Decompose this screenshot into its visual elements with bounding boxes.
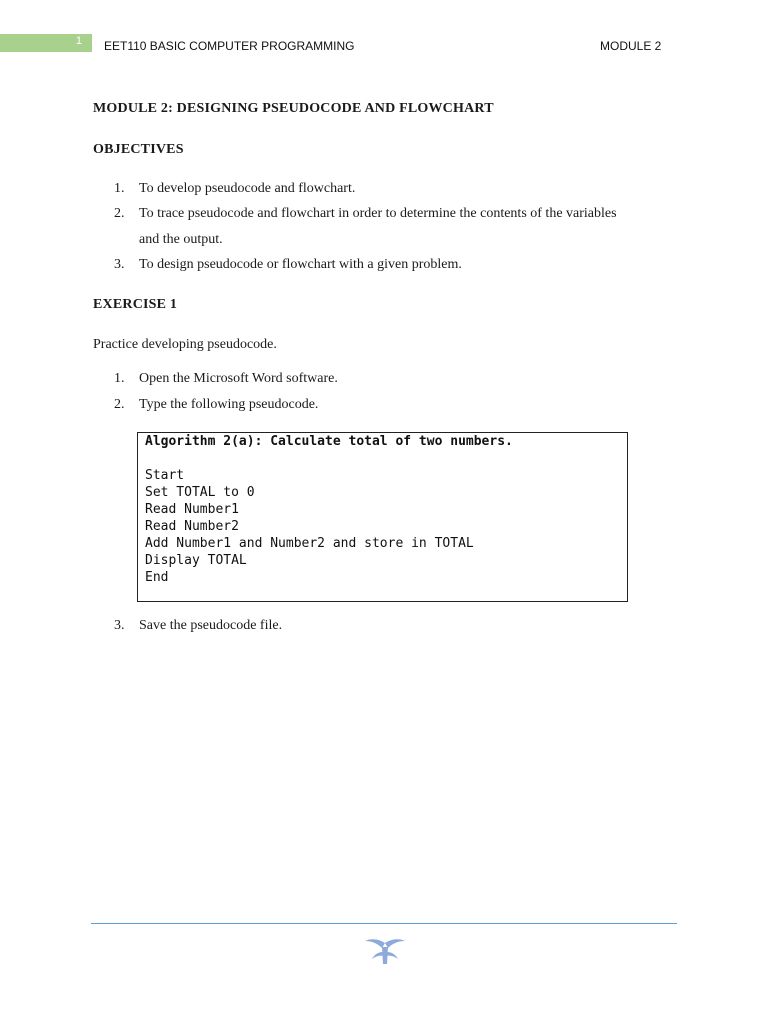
objective-text: To develop pseudocode and flowchart. bbox=[139, 181, 356, 196]
header-module: MODULE 2 bbox=[600, 39, 662, 53]
objective-text-continuation: and the output. bbox=[139, 232, 223, 247]
step-text: Open the Microsoft Word software. bbox=[139, 371, 338, 386]
page-number-bar bbox=[0, 34, 92, 52]
exercise-intro: Practice developing pseudocode. bbox=[93, 337, 277, 352]
exercise-step bbox=[114, 371, 684, 387]
step-number: 1. bbox=[114, 371, 125, 386]
objective-item bbox=[114, 206, 714, 222]
step-number: 2. bbox=[114, 397, 125, 412]
exercise-heading: EXERCISE 1 bbox=[93, 297, 178, 312]
step-text: Save the pseudocode file. bbox=[139, 618, 283, 633]
header-course-title: EET110 BASIC COMPUTER PROGRAMMING bbox=[104, 39, 355, 53]
exercise-step bbox=[114, 618, 684, 634]
step-text: Type the following pseudocode. bbox=[139, 397, 319, 412]
code-line: Add Number1 and Number2 and store in TOTAL bbox=[145, 536, 474, 551]
code-line: End bbox=[145, 570, 169, 585]
objective-number: 3. bbox=[114, 257, 125, 272]
code-line: Read Number1 bbox=[145, 502, 239, 517]
document-title: MODULE 2: DESIGNING PSEUDOCODE AND FLOWCHART bbox=[93, 101, 494, 116]
code-line: Read Number2 bbox=[145, 519, 239, 534]
pseudocode-box bbox=[137, 432, 628, 602]
objective-number: 2. bbox=[114, 206, 125, 221]
exercise-step bbox=[114, 397, 684, 413]
plant-logo-icon bbox=[363, 935, 407, 965]
objective-text: To design pseudocode or flowchart with a given problem. bbox=[139, 257, 462, 272]
footer-rule bbox=[91, 923, 677, 924]
page-number: 1 bbox=[75, 35, 82, 47]
step-number: 3. bbox=[114, 618, 125, 633]
objective-number: 1. bbox=[114, 181, 125, 196]
code-line-title: Algorithm 2(a): Calculate total of two numbers. bbox=[145, 434, 513, 449]
code-line: Start bbox=[145, 468, 185, 483]
objectives-heading: OBJECTIVES bbox=[93, 142, 184, 157]
code-line: Display TOTAL bbox=[145, 553, 247, 568]
objective-text: To trace pseudocode and flowchart in order to determine the contents of the variables bbox=[139, 206, 617, 221]
objective-item bbox=[114, 257, 684, 273]
objective-item bbox=[114, 181, 684, 197]
code-line: Set TOTAL to 0 bbox=[145, 485, 255, 500]
